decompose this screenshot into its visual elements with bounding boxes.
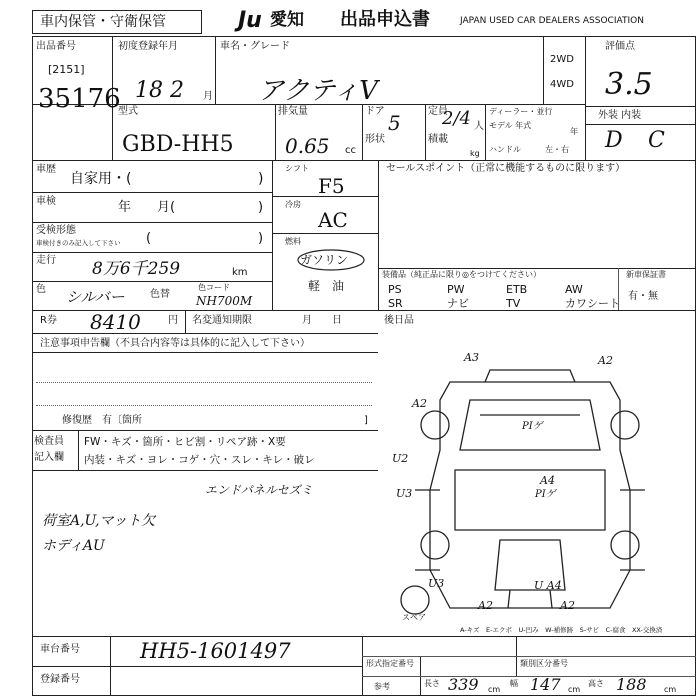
equipment-item: ナビ bbox=[447, 297, 469, 310]
r-cert-unit: 円 bbox=[168, 315, 178, 326]
equipment-item: PW bbox=[447, 283, 465, 296]
length-label: 長さ bbox=[424, 679, 440, 688]
warranty-options: 有・無 bbox=[628, 291, 658, 302]
mileage-value: 8万6千259 bbox=[92, 259, 181, 279]
mark-a2-left: A2 bbox=[412, 397, 427, 410]
equipment-item: カワシート bbox=[565, 297, 620, 310]
mark-a2-top: A2 bbox=[598, 354, 613, 367]
note-handwritten-2: 荷室A,U,マット欠 bbox=[42, 513, 155, 529]
equipment-item: PS bbox=[388, 283, 402, 296]
cooling-value: AC bbox=[318, 208, 348, 232]
mark-a3-top: A3 bbox=[464, 351, 479, 364]
caution-label: 注意事項申告欄（不具合内容等は具体的に記入して下さい） bbox=[40, 338, 310, 349]
equipment-item: TV bbox=[506, 297, 521, 310]
inspection-label: 車検 bbox=[36, 196, 56, 207]
chassis-label: 車台番号 bbox=[40, 644, 80, 655]
equipment-item: SR bbox=[388, 297, 403, 310]
mark-pige-roof: PIゲ bbox=[522, 421, 543, 432]
first-reg-unit: 月 bbox=[203, 91, 213, 102]
load-unit: kg bbox=[470, 149, 480, 158]
name-change-value: 月 日 bbox=[302, 315, 342, 326]
year-unit: 年 bbox=[570, 127, 578, 136]
handle-label: ハンドル bbox=[489, 145, 521, 154]
capacity-unit: 人 bbox=[474, 121, 484, 132]
color-value: シルバー bbox=[66, 288, 125, 306]
dealer-label: ディーラー・並行 bbox=[489, 107, 553, 116]
equipment-label: 装備品（純正品に限り◎をつけてください） bbox=[382, 270, 541, 279]
mark-ua4: U A4 bbox=[534, 579, 562, 592]
displacement-unit: cc bbox=[345, 145, 356, 156]
inspection-value: 年 月( bbox=[118, 200, 176, 215]
mark-a2-rear-right: A2 bbox=[560, 599, 575, 612]
lot-label: 出品番号 bbox=[36, 41, 76, 52]
lot-subnumber: [2151] bbox=[48, 63, 85, 76]
score-value: 3.5 bbox=[605, 67, 653, 102]
model-value: アクティV bbox=[258, 76, 378, 106]
width-value: 147 bbox=[530, 675, 561, 694]
fuel-diesel: 軽 油 bbox=[308, 279, 345, 293]
chassis-value: HH5-1601497 bbox=[140, 639, 291, 663]
shift-label: シフト bbox=[285, 164, 309, 173]
mark-a2-rear-left: A2 bbox=[478, 599, 493, 612]
sales-point-label: セールスポイント（正常に機能するものに限ります） bbox=[386, 163, 626, 174]
receive-label: 受検形態 bbox=[36, 225, 76, 236]
lot-number: 35176 bbox=[38, 84, 121, 114]
shape-label: 形状 bbox=[365, 134, 385, 145]
class-label: 類別区分番号 bbox=[520, 659, 568, 668]
history-value: 自家用・( bbox=[70, 171, 132, 187]
r-cert-value: 8410 bbox=[90, 310, 141, 334]
color-label: 色 bbox=[36, 284, 46, 295]
doors-value: 5 bbox=[388, 111, 401, 135]
damage-legend: A-キズ E-エクボ U-凹み W-補修跡 S-サビ C-腐食 XX-交換済 bbox=[460, 626, 663, 634]
mark-u2: U2 bbox=[392, 452, 409, 465]
score-label: 評価点 bbox=[605, 41, 635, 52]
drive-4wd: 4WD bbox=[550, 79, 574, 90]
capacity-label: 定員 bbox=[428, 106, 448, 117]
interior-grade: C bbox=[648, 128, 665, 153]
doors-label: ドア bbox=[365, 106, 385, 117]
exterior-grade: D bbox=[605, 128, 623, 153]
history-label: 車歴 bbox=[36, 164, 56, 175]
model-label: 車名・グレード bbox=[220, 41, 290, 52]
note-handwritten-3: ホディAU bbox=[42, 538, 105, 554]
note-handwritten-1: エンドパネルセズミ bbox=[205, 483, 313, 497]
cooling-label: 冷房 bbox=[285, 200, 301, 209]
mileage-label: 走行 bbox=[36, 255, 56, 266]
length-value: 339 bbox=[448, 675, 479, 694]
handle-options: 左・右 bbox=[545, 145, 569, 154]
mark-a4: A4 bbox=[540, 474, 555, 487]
name-change-label: 名変通知期限 bbox=[192, 315, 252, 326]
color-code-label: 色コード bbox=[198, 283, 230, 292]
storage-note: 車内保管・守衛保管 bbox=[40, 14, 166, 30]
type-label: 型式 bbox=[118, 106, 138, 117]
type-value: GBD-HH5 bbox=[122, 132, 234, 157]
ref-label: 参考 bbox=[374, 682, 390, 691]
brand-name: 愛知 bbox=[270, 10, 304, 30]
association-name: JAPAN USED CAR DEALERS ASSOCIATION bbox=[460, 16, 644, 26]
width-label: 幅 bbox=[510, 679, 518, 688]
fuel-label: 燃料 bbox=[285, 237, 301, 246]
reg-label: 登録番号 bbox=[40, 674, 80, 685]
equipment-item: AW bbox=[565, 283, 583, 296]
height-unit: cm bbox=[664, 685, 677, 694]
equipment-item: ETB bbox=[506, 283, 528, 296]
fuel-selected-circle bbox=[296, 248, 366, 272]
entry-label: 記入欄 bbox=[34, 452, 64, 463]
warranty-label: 新車保証書 bbox=[626, 270, 666, 279]
model-year-label: モデル 年式 bbox=[489, 121, 532, 130]
repair-label: 修復歴 有〔箇所 bbox=[62, 415, 142, 426]
first-reg-value: 18 2 bbox=[135, 78, 184, 103]
mark-u3-left: U3 bbox=[396, 487, 413, 500]
r-cert-label: R券 bbox=[40, 315, 57, 326]
color-change-label: 色替 bbox=[150, 289, 170, 300]
document-title: 出品申込書 bbox=[340, 9, 430, 30]
displacement-value: 0.65 bbox=[285, 134, 330, 158]
fw-line: FW・キズ・箇所・ヒビ割・リペア跡・X要 bbox=[84, 436, 286, 448]
height-value: 188 bbox=[616, 675, 647, 694]
spare-label: スペア bbox=[402, 613, 426, 622]
mark-pige-body: PIゲ bbox=[535, 489, 556, 500]
mileage-unit: km bbox=[232, 267, 248, 278]
first-reg-label: 初度登録年月 bbox=[118, 41, 178, 52]
drive-2wd: 2WD bbox=[550, 54, 574, 65]
ju-logo: Ju bbox=[238, 8, 262, 33]
form-label: 形式指定番号 bbox=[366, 659, 414, 668]
ext-int-label: 外装 内装 bbox=[598, 110, 642, 121]
fuel-gasoline: ガソリン bbox=[300, 253, 349, 267]
capacity-value: 2/4 bbox=[442, 108, 471, 129]
color-code-value: NH700M bbox=[196, 294, 253, 308]
shift-value: F5 bbox=[318, 174, 345, 198]
inspector-label: 検査員 bbox=[34, 436, 64, 447]
notes-label: 後日品 bbox=[384, 315, 414, 326]
receive-sub: 車検付きのみ記入して下さい bbox=[36, 239, 121, 247]
displacement-label: 排気量 bbox=[278, 106, 308, 117]
length-unit: cm bbox=[488, 685, 501, 694]
width-unit: cm bbox=[568, 685, 581, 694]
equipment-grid bbox=[380, 282, 620, 310]
interior-line: 内装・キズ・ヨレ・コゲ・穴・スレ・キレ・破レ bbox=[84, 454, 315, 466]
mark-u3-rear: U3 bbox=[428, 577, 445, 590]
load-label: 積載 bbox=[428, 134, 448, 145]
height-label: 高さ bbox=[588, 679, 604, 688]
